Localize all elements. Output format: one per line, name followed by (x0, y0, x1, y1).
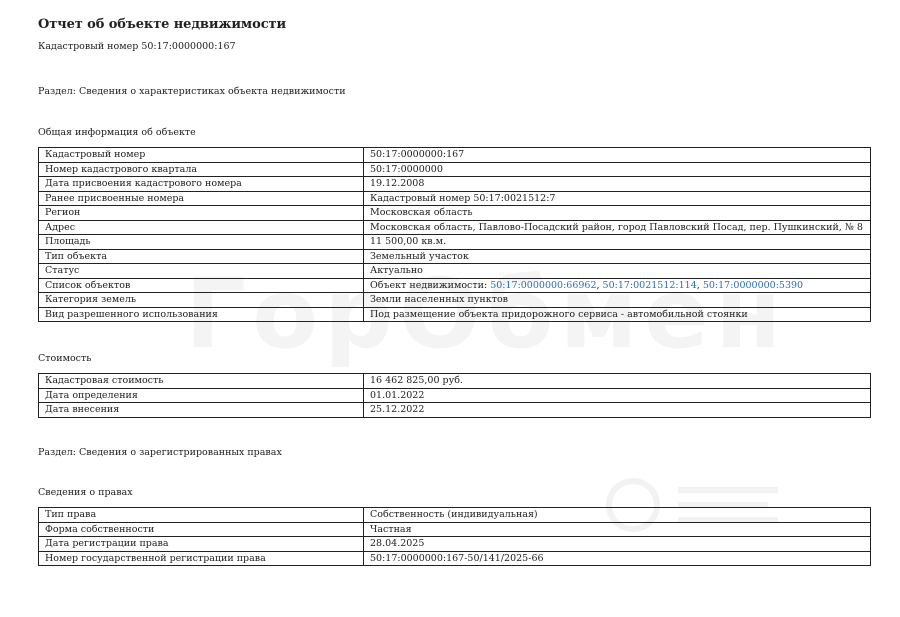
row-label: Ранее присвоенные номера (39, 191, 364, 206)
row-label: Номер кадастрового квартала (39, 162, 364, 177)
table-row (39, 388, 871, 403)
row-label: Кадастровый номер (39, 148, 364, 163)
general-info-table (38, 147, 871, 322)
row-label: Номер государственной регистрации права (39, 551, 364, 566)
row-label: Площадь (39, 235, 364, 250)
table-row (39, 293, 871, 308)
row-value: 11 500,00 кв.м. (364, 235, 871, 250)
row-label: Адрес (39, 220, 364, 235)
cost-table (38, 373, 871, 418)
row-label: Дата определения (39, 388, 364, 403)
row-label: Категория земель (39, 293, 364, 308)
row-value: 50:17:0000000:167-50/141/2025-66 (364, 551, 871, 566)
row-label: Вид разрешенного использования (39, 307, 364, 322)
table-row (39, 177, 871, 192)
row-label: Дата внесения (39, 403, 364, 418)
table-row (39, 374, 871, 389)
row-value: Частная (364, 522, 871, 537)
table-row (39, 522, 871, 537)
section-rights-label: Раздел: Сведения о зарегистрированных правах (38, 447, 282, 458)
cost-heading: Стоимость (38, 353, 92, 364)
rights-heading: Сведения о правах (38, 487, 133, 498)
link-separator: , (696, 279, 703, 291)
row-value: 28.04.2025 (364, 537, 871, 552)
table-row (39, 235, 871, 250)
link-separator: , (596, 279, 603, 291)
row-value: 25.12.2022 (364, 403, 871, 418)
row-value: 19.12.2008 (364, 177, 871, 192)
row-label: Дата присвоения кадастрового номера (39, 177, 364, 192)
row-value: 50:17:0000000:167 (364, 148, 871, 163)
row-label: Список объектов (39, 278, 364, 293)
table-row (39, 206, 871, 221)
object-link[interactable]: 50:17:0000000:5390 (702, 279, 804, 291)
objects-prefix: Объект недвижимости: (370, 279, 491, 291)
page-title: Отчет об объекте недвижимости (38, 17, 287, 32)
row-value: Собственность (индивидуальная) (364, 508, 871, 523)
row-label: Тип права (39, 508, 364, 523)
table-row (39, 148, 871, 163)
row-label: Форма собственности (39, 522, 364, 537)
table-row (39, 307, 871, 322)
row-value: 50:17:0000000 (364, 162, 871, 177)
objects-list-value (364, 278, 871, 293)
rights-table (38, 507, 871, 566)
row-value: Земельный участок (364, 249, 871, 264)
section-characteristics-label: Раздел: Сведения о характеристиках объекта недвижимости (38, 86, 346, 97)
general-info-heading: Общая информация об объекте (38, 127, 196, 138)
row-value: 01.01.2022 (364, 388, 871, 403)
row-value: Земли населенных пунктов (364, 293, 871, 308)
table-row (39, 551, 871, 566)
row-label: Регион (39, 206, 364, 221)
row-value: 16 462 825,00 руб. (364, 374, 871, 389)
table-row (39, 264, 871, 279)
table-row (39, 508, 871, 523)
table-row (39, 278, 871, 293)
row-label: Кадастровая стоимость (39, 374, 364, 389)
table-row (39, 537, 871, 552)
cadastral-number-subtitle: Кадастровый номер 50:17:0000000:167 (38, 41, 236, 52)
table-row (39, 403, 871, 418)
row-value: Московская область (364, 206, 871, 221)
table-row (39, 162, 871, 177)
table-row (39, 220, 871, 235)
row-value: Под размещение объекта придорожного сервиса - автомобильной стоянки (364, 307, 871, 322)
object-link[interactable]: 50:17:0000000:66962 (490, 279, 597, 291)
table-row (39, 191, 871, 206)
object-link[interactable]: 50:17:0021512:114 (602, 279, 697, 291)
row-value: Московская область, Павлово-Посадский район, город Павловский Посад, пер. Пушкинский, № 8 (364, 220, 871, 235)
row-label: Тип объекта (39, 249, 364, 264)
row-value: Актуально (364, 264, 871, 279)
table-row (39, 249, 871, 264)
row-value: Кадастровый номер 50:17:0021512:7 (364, 191, 871, 206)
row-label: Статус (39, 264, 364, 279)
row-label: Дата регистрации права (39, 537, 364, 552)
